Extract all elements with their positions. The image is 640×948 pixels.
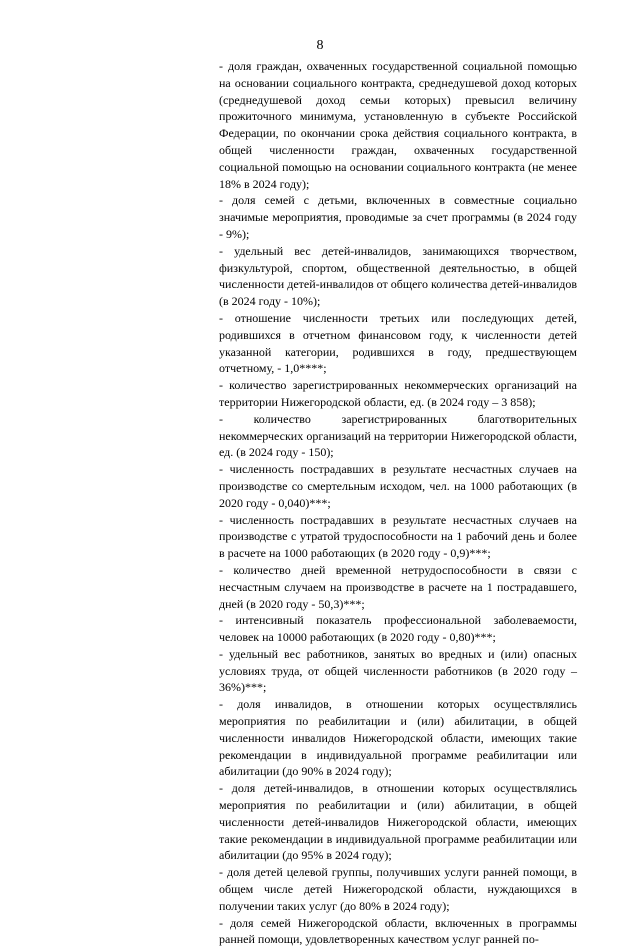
paragraph: - отношение численности третьих или последующих детей, родившихся в отчетном финансовом году, к численности детей указанной категории, родившихся в году, предшествующем отчетному, - 1,0****; <box>219 310 577 376</box>
paragraph: - доля семей с детьми, включенных в совместные социально значимые мероприятия, проводимые за счет программы (в 2024 году - 9%); <box>219 193 577 241</box>
paragraph: - удельный вес работников, занятых во вредных и (или) опасных условиях труда, от общей численности работников (в 2020 году – 36%)***; <box>219 646 577 695</box>
paragraph: - количество зарегистрированных благотворительных некоммерческих организаций на территории Нижегородской области, ед. (в 2024 году - 150); <box>219 411 577 460</box>
paragraph: - доля семей Нижегородской области, включенных в программы ранней помощи, удовлетворенных качеством услуг ранней по- <box>219 915 577 947</box>
paragraph: - удельный вес детей-инвалидов, занимающихся творчеством, физкультурой, спортом, общественной деятельностью, в общей численности детей-инвалидов от общего количества детей-инвалидов (в 2024 году - 10%); <box>219 243 577 309</box>
paragraph: - численность пострадавших в результате несчастных случаев на производстве со смертельным исходом, чел. на 1000 работающих (в 2020 году - 0,040)***; <box>219 462 577 510</box>
paragraph: - количество зарегистрированных некоммерческих организаций на территории Нижегородской области, ед. (в 2024 году – 3 858); <box>219 378 577 409</box>
paragraph: - численность пострадавших в результате несчастных случаев на производстве с утратой трудоспособности на 1 рабочий день и более в расчете на 1000 работающих (в 2020 году - 0,9)***; <box>219 512 577 561</box>
page-number: 8 <box>316 38 324 53</box>
paragraph: - интенсивный показатель профессиональной заболеваемости, человек на 10000 работающих (в 2020 году - 0,80)***; <box>219 613 577 645</box>
paragraph: - количество дней временной нетрудоспособности в связи с несчастным случаем на производстве в расчете на 1 пострадавшего, дней (в 2020 году - 50,3)***; <box>219 562 577 611</box>
body-text <box>219 58 577 948</box>
paragraph: - доля инвалидов, в отношении которых осуществлялись мероприятия по реабилитации и (или) абилитации, в общей численности инвалидов Нижегородской области, имеющих такие рекомендации в индивидуальной программе реабилитации или абилитации (до 90% в 2024 году); <box>219 697 577 779</box>
paragraph: - доля детей-инвалидов, в отношении которых осуществлялись мероприятия по реабилитации и (или) абилитации, в общей численности детей-инвалидов Нижегородской области, имеющих такие рекомендации в индивидуальной программе реабилитации или абилитации (до 95% в 2024 году); <box>219 781 577 863</box>
paragraph: - доля граждан, охваченных государственной социальной помощью на основании социального контракта, среднедушевой доход которых (среднедушевой доход семьи которых) превысил величину прожиточного минимума, установленную в субъекте Российской Федерации, по окончании срока действия социального контракта, в общей численности граждан, охваченных государственной социальной помощью на основании социального контракта (не менее 18% в 2024 году); <box>219 59 577 191</box>
paragraph: - доля детей целевой группы, получивших услуги ранней помощи, в общем числе детей Нижегородской области, нуждающихся в получении таких услуг (до 80% в 2024 году); <box>219 865 577 913</box>
